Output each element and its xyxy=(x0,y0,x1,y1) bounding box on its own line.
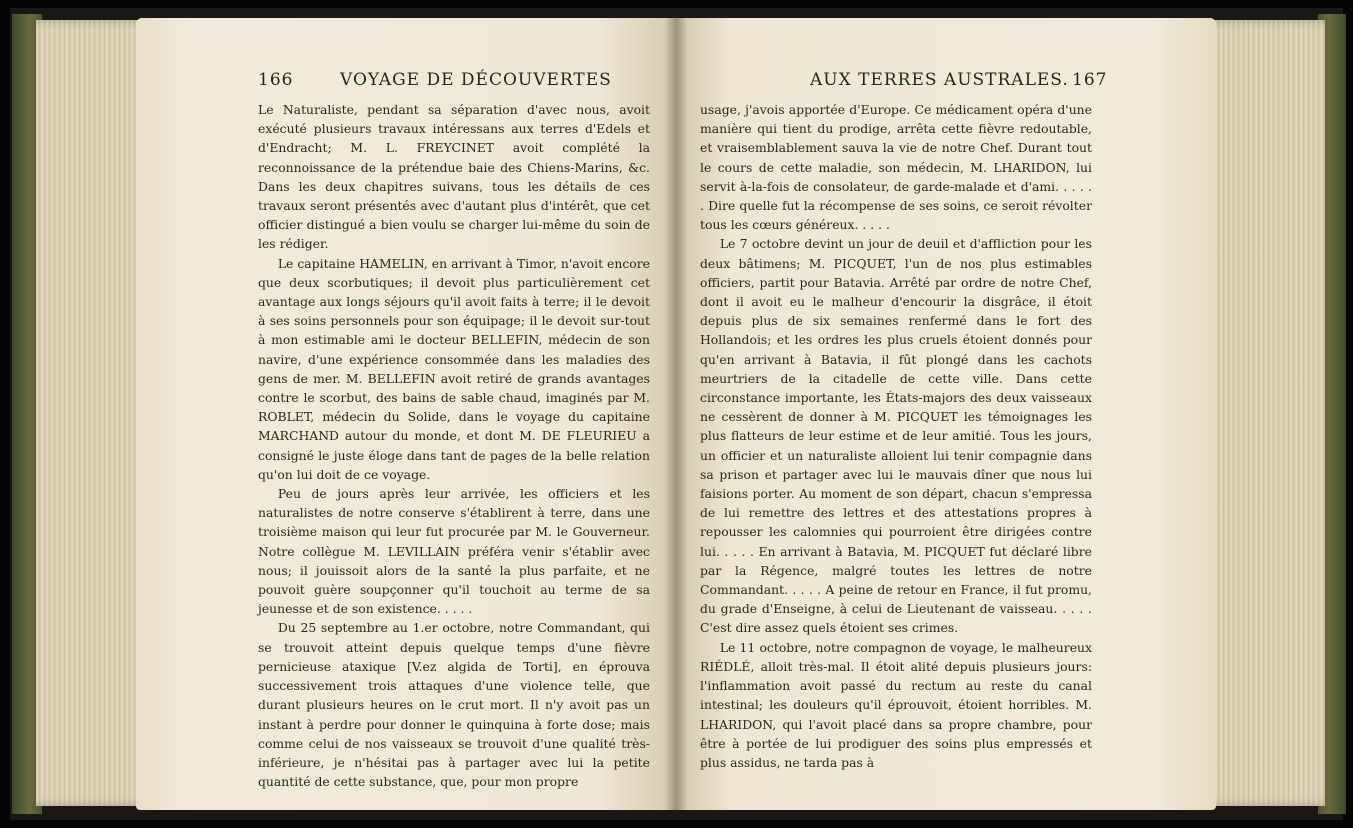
left-page-header xyxy=(258,70,612,94)
left-paragraph-1: Le Naturaliste, pendant sa séparation d'avec nous, avoit exécuté plusieurs travaux intéressans aux terres d'Edels et d'Endracht; M. L. FREYCINET avoit complété la reconnoissance de la prétendue baie des Chiens-Marins, &c. Dans les deux chapitres suivans, tous les détails de ces travaux seront présentés avec d'autant plus d'intérêt, que cet officier distingué a bien voulu se charger lui-même du soin de les rédiger. xyxy=(258,102,650,252)
right-paragraph-2: Le 7 octobre devint un jour de deuil et d'affliction pour les deux bâtimens; M. PICQUET, l'un de nos plus estimables officiers, partit pour Batavia. Arrêté par ordre de notre Chef, dont il avoit eu le malheur d'encourir la disgrâce, il étoit depuis plus de six semaines renfermé dans le fort des Hollandois; et les ordres les plus cruels étoient donnés pour qu'en arrivant à Batavia, il fût plongé dans les cachots meurtriers de la citadelle de cette ville. Dans cette circonstance importante, les États-majors des deux vaisseaux ne cessèrent de donner à M. PICQUET les témoignages les plus flatteurs de leur estime et de leur amitié. Tous les jours, un officier et un naturaliste alloient lui tenir compagnie dans sa prison et partager avec lui le mauvais dîner que nous lui faisions porter. Au moment de son départ, chacun s'empressa de lui remettre des lettres et des attestations propres à repousser les calomnies qui pourroient être dirigées contre lui. . . . . En arrivant à Batavia, M. PICQUET fut déclaré libre par la Régence, malgré toutes les lettres de notre Commandant. . . . . A peine de retour en France, il fut promu, du grade d'Enseigne, à celui de Lieutenant de vaisseau. . . . . C'est dire assez quels étoient ses crimes. xyxy=(700,236,1092,636)
right-page-header xyxy=(810,70,1130,94)
left-paragraph-4: Du 25 septembre au 1.er octobre, notre Commandant, qui se trouvoit atteint depuis quelque temps d'une fièvre pernicieuse ataxique [V.ez algida de Torti], en éprouva successivement trois attaques d'une violence telle, que durant plusieurs heures on le crut mort. Il n'y avoit pas un instant à perdre pour donner le quinquina à forte dose; mais comme celui de nos vaisseaux se trouvoit d'une qualité très-inférieure, je n'hésitai pas à partager avec lui la petite quantité de cette substance, que, pour mon propre xyxy=(258,620,650,790)
right-page-number: 167 xyxy=(1072,70,1108,90)
left-page-number: 166 xyxy=(258,70,294,90)
left-page-text xyxy=(258,100,650,791)
left-paragraph-2: Le capitaine HAMELIN, en arrivant à Timor, n'avoit encore que deux scorbutiques; il devoit plus particulièrement cet avantage aux longs séjours qu'il avoit faits à terre; il le devoit à ses soins personnels pour son équipage; il le devoit sur-tout à mon estimable ami le docteur BELLEFIN, médecin de son navire, d'une expérience consommée dans les maladies des gens de mer. M. BELLEFIN avoit retiré de grands avantages contre le scorbut, des bains de sable chaud, imaginés par M. ROBLET, médecin du Solide, dans le voyage du capitaine MARCHAND autour du monde, et dont M. DE FLEURIEU a consigné le juste éloge dans tant de pages de la belle relation qu'on lui doit de ce voyage. xyxy=(258,255,650,482)
left-paragraph-3: Peu de jours après leur arrivée, les officiers et les naturalistes de notre conserve s'établirent à terre, dans une troisième maison qui leur fut procurée par M. le Gouverneur. Notre collègue M. LEVILLAIN préféra venir s'établir avec nous; il jouissoit alors de la santé la plus parfaite, et ne pouvoit guère soupçonner qu'il touchoit au terme de sa jeunesse et de son existence. . . . . xyxy=(258,486,650,617)
right-paragraph-3: Le 11 octobre, notre compagnon de voyage, le malheureux RIÉDLÉ, alloit très-mal. Il étoit alité depuis plusieurs jours: l'inflammation avoit passé du rectum au reste du canal intestinal; les douleurs qu'il éprouvoit, étoient horribles. M. LHARIDON, qui l'avoit placé dans sa propre chambre, pour être à portée de lui prodiguer des soins plus empressés et plus assidus, ne tarda pas à xyxy=(700,639,1092,770)
right-paragraph-1: usage, j'avois apportée d'Europe. Ce médicament opéra d'une manière qui tient du prodige, arrêta cette fièvre redoutable, et vraisemblablement sauva la vie de notre Chef. Durant tout le cours de cette maladie, son médecin, M. LHARIDON, lui servit à-la-fois de consolateur, de garde-malade et d'ami. . . . . . Dire quelle fut la récompense de ses soins, ce seroit révolter tous les cœurs généreux. . . . . xyxy=(700,102,1092,233)
left-running-head: VOYAGE DE DÉCOUVERTES xyxy=(340,70,612,90)
right-running-head: AUX TERRES AUSTRALES. xyxy=(810,70,1069,90)
book-gutter xyxy=(664,18,688,810)
right-page-text xyxy=(700,100,1092,772)
